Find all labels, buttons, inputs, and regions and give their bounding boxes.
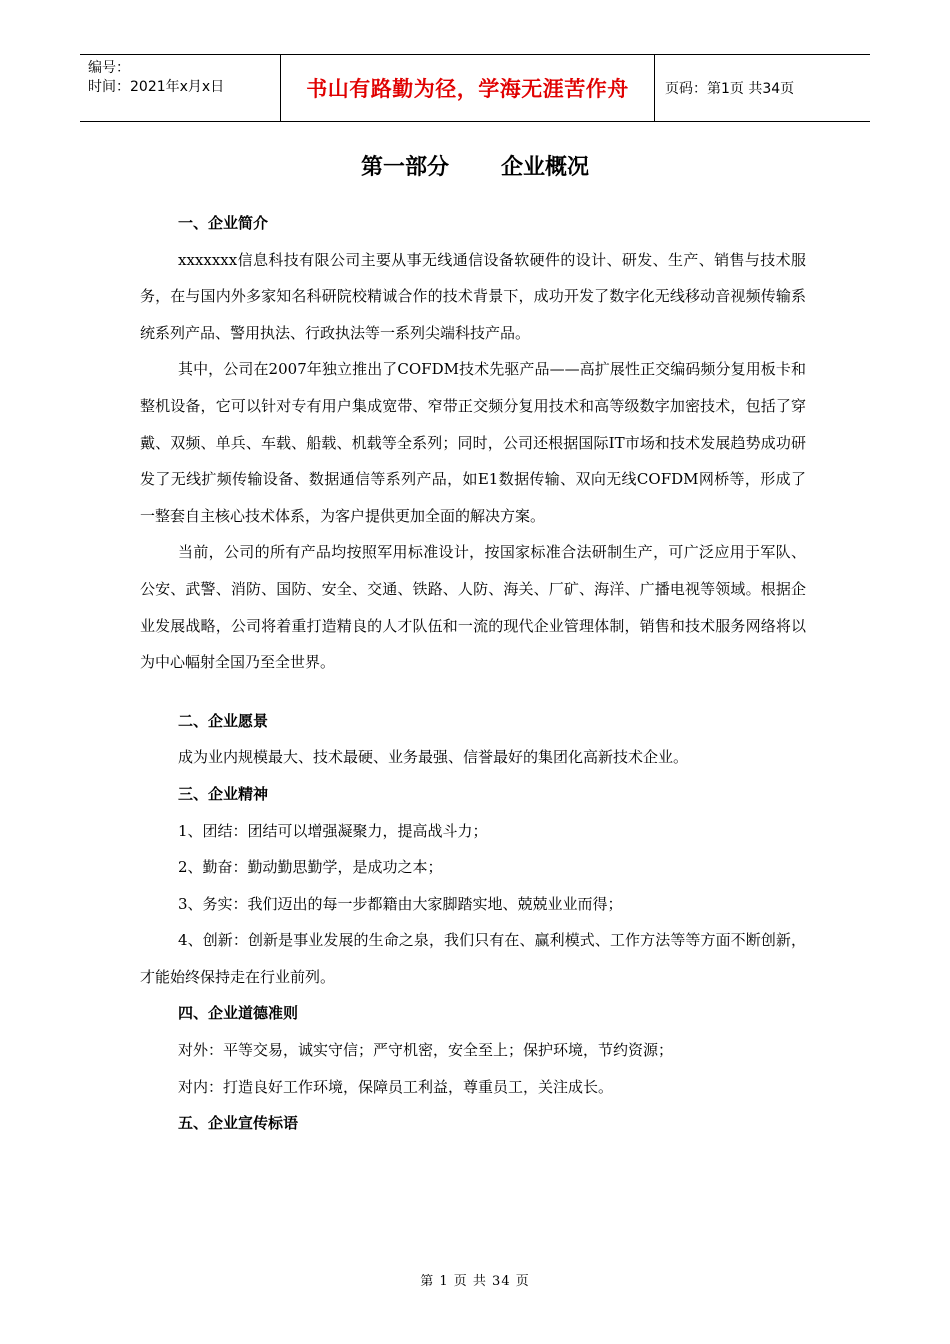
header-meta xyxy=(80,55,281,121)
section-heading-intro: 一、企业简介 xyxy=(178,214,269,232)
document-number-label: 编号： xyxy=(88,60,130,76)
section-heading-ethics: 四、企业道德准则 xyxy=(178,1004,299,1023)
section-heading-slogan: 五、企业宣传标语 xyxy=(178,1114,299,1133)
page-header xyxy=(80,54,870,122)
spirit-item: 1、团结：团结可以增强凝聚力，提高战斗力； xyxy=(178,821,488,840)
spirit-item: 4、创新：创新是事业发展的生命之泉，我们只有在、赢利模式、工作方法等等方面不断创新，才能始终保持走在行业前列。 xyxy=(140,931,806,986)
document-body xyxy=(140,205,806,1142)
ethics-internal: 对内：打造良好工作环境，保障员工利益，尊重员工，关注成长。 xyxy=(178,1077,614,1096)
title-part: 第一部分 xyxy=(360,155,449,180)
page-title xyxy=(0,150,950,181)
ethics-external: 对外：平等交易，诚实守信；严守机密，安全至上；保护环境，节约资源； xyxy=(178,1041,674,1060)
section-heading-spirit: 三、企业精神 xyxy=(178,784,269,803)
document-date: 时间：2021年x月x日 xyxy=(88,79,225,95)
intro-paragraph: 其中，公司在2007年独立推出了COFDM技术先驱产品——高扩展性正交编码频分复用板卡和整机设备，它可以针对专有用户集成宽带、窄带正交频分复用技术和高等级数字加密技术，包括了穿戴、双频、单兵、车载、船载、机载等全系列；同时，公司还根据国际IT市场和技术发展趋势成功研发了无线扩频传输设备、数据通信等系列产品，如E1数据传输、双向无线COFDM网桥等，形成了一整套自主核心技术体系，为客户提供更加全面的解决方案。 xyxy=(140,360,806,525)
section-heading-vision: 二、企业愿景 xyxy=(178,711,269,730)
title-name: 企业概况 xyxy=(501,155,590,180)
header-page-number: 页码：第1页 共34页 xyxy=(665,81,795,97)
spirit-item: 2、勤奋：勤动勤思勤学，是成功之本； xyxy=(178,858,443,877)
intro-paragraph: xxxxxxx信息科技有限公司主要从事无线通信设备软硬件的设计、研发、生产、销售与技术服务，在与国内外多家知名科研院校精诚合作的技术背景下，成功开发了数字化无线移动音视频传输系统系列产品、警用执法、行政执法等一系列尖端科技产品。 xyxy=(140,250,806,342)
page-footer: 第 1 页 共 34 页 xyxy=(420,1274,530,1289)
vision-text: 成为业内规模最大、技术最硬、业务最强、信誉最好的集团化高新技术企业。 xyxy=(178,748,689,767)
header-motto: 书山有路勤为径，学海无涯苦作舟 xyxy=(281,55,655,121)
spirit-item: 3、务实：我们迈出的每一步都籍由大家脚踏实地、兢兢业业而得； xyxy=(178,894,623,913)
intro-paragraph: 当前，公司的所有产品均按照军用标准设计，按国家标准合法研制生产，可广泛应用于军队、公安、武警、消防、国防、安全、交通、铁路、人防、海关、厂矿、海洋、广播电视等领域。根据企业发展战略，公司将着重打造精良的人才队伍和一流的现代企业管理体制，销售和技术服务网络将以为中心幅射全国乃至全世界。 xyxy=(140,543,806,672)
